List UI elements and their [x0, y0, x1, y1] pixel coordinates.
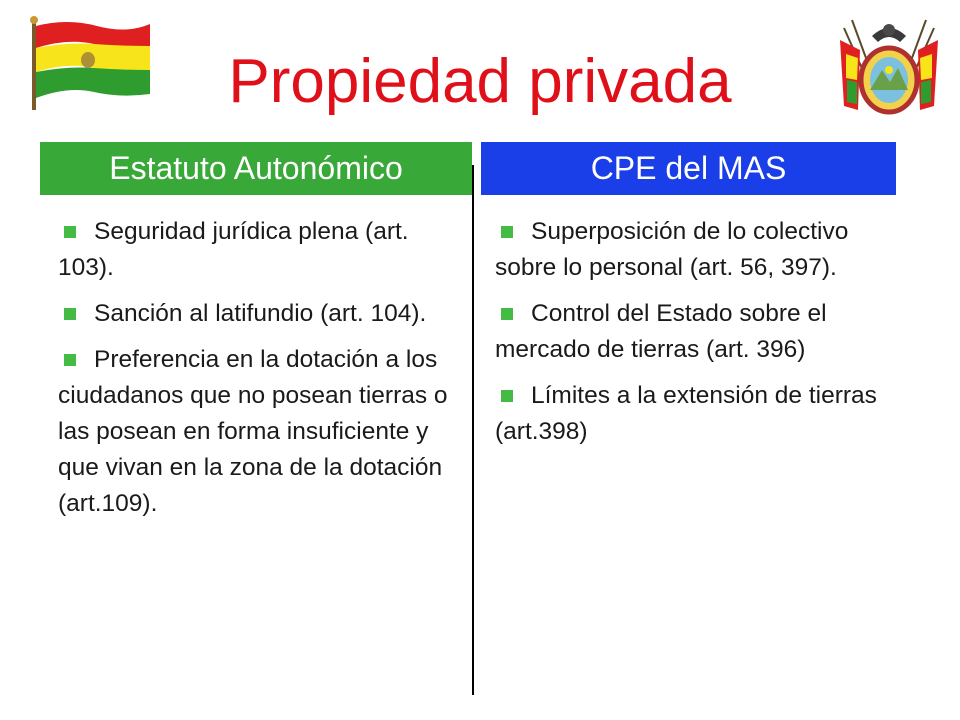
- column-divider: [472, 165, 474, 695]
- list-item-text: Seguridad jurídica plena (art. 103).: [58, 218, 409, 281]
- bolivia-coat-of-arms-icon: [830, 10, 948, 128]
- list-item: [58, 214, 454, 286]
- list-item: [58, 296, 454, 332]
- square-bullet-icon: [64, 308, 76, 320]
- list-item-text: Superposición de lo colectivo sobre lo personal (art. 56, 397).: [495, 218, 849, 281]
- list-item: [58, 342, 454, 522]
- list-item-text: Sanción al latifundio (art. 104).: [94, 300, 427, 327]
- left-column: [58, 214, 454, 532]
- header-estatuto-autonomico: Estatuto Autonómico: [40, 142, 472, 195]
- square-bullet-icon: [64, 354, 76, 366]
- page-title: Propiedad privada: [228, 47, 732, 116]
- list-item-text: Control del Estado sobre el mercado de tierras (art. 396): [495, 300, 827, 363]
- right-column: [495, 214, 895, 460]
- list-item: [495, 296, 895, 368]
- list-item: [495, 214, 895, 286]
- list-item-text: Preferencia en la dotación a los ciudadanos que no posean tierras o las posean en forma insuficiente y que vivan en la zona de la dotación (art.109).: [58, 346, 448, 517]
- header-cpe-del-mas: CPE del MAS: [481, 142, 896, 195]
- square-bullet-icon: [501, 308, 513, 320]
- list-item-text: Límites a la extensión de tierras (art.398): [495, 382, 877, 445]
- list-item: [495, 378, 895, 450]
- square-bullet-icon: [501, 226, 513, 238]
- square-bullet-icon: [501, 390, 513, 402]
- square-bullet-icon: [64, 226, 76, 238]
